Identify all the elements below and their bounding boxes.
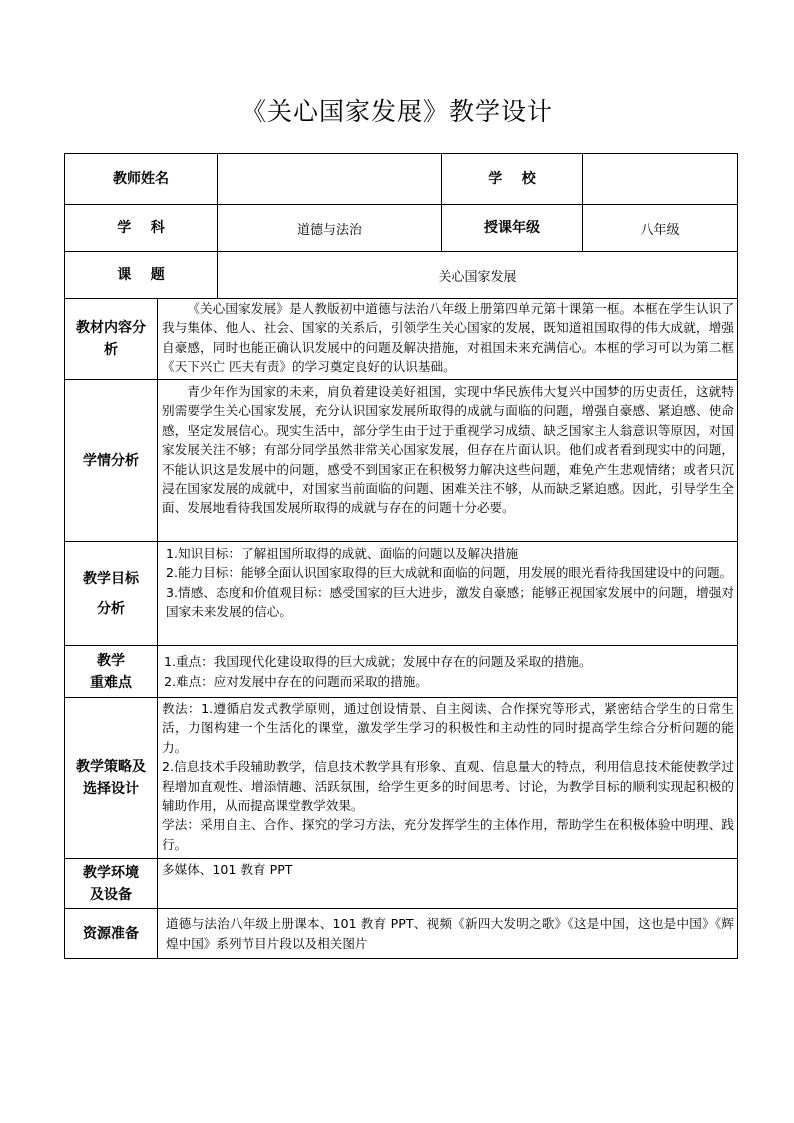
key-points-label [65, 646, 158, 698]
objectives-content [158, 542, 738, 646]
material-content [158, 299, 738, 380]
objective-item: 3.情感、态度和价值观目标：感受国家的巨大进步，激发自豪感；能够正视国家发展中的问题，增强对国家未来发展的信心。 [166, 584, 734, 620]
environment-label-line1: 教学环境 [83, 864, 139, 881]
topic-label: 课 题 [65, 252, 218, 299]
topic-value: 关心国家发展 [218, 252, 738, 299]
objective-item: 2.能力目标：能够全面认识国家取得的巨大成就和面临的问题，用发展的眼光看待我国建设中的问题。 [166, 565, 733, 581]
objectives-label [65, 542, 158, 646]
key-points-label-line2: 重难点 [90, 674, 132, 691]
material-label-text: 教材内容分析 [76, 320, 146, 358]
resources-content [158, 909, 738, 959]
subject-value: 道德与法治 [218, 205, 442, 252]
strategy-content [158, 698, 738, 859]
strategy-row [65, 698, 738, 859]
strategy-label-line2: 选择设计 [83, 781, 139, 797]
objectives-row [65, 542, 738, 646]
learners-content [158, 380, 738, 542]
subject-label: 学 科 [65, 205, 218, 252]
material-label [65, 299, 158, 380]
environment-text: 多媒体、101 教育 PPT [162, 862, 293, 877]
subject-row [65, 205, 738, 252]
strategy-item: 2.信息技术手段辅助教学，信息技术教学具有形象、直观、信息量大的特点，利用信息技术能使教学过程增加直观性、增添情趣、活跃氛围，给学生更多的时间思考、讨论，为教学目标的顺利实现起积极的辅助作用，从而提高课堂教学效果。 [162, 759, 734, 814]
strategy-label [65, 698, 158, 859]
topic-row [65, 252, 738, 299]
teacher-row [65, 154, 738, 205]
grade-value: 八年级 [583, 205, 738, 252]
environment-label-line2: 及设备 [90, 886, 132, 903]
key-points-label-line1: 教学 [97, 652, 125, 669]
grade-label: 授课年级 [442, 205, 583, 252]
school-label: 学 校 [442, 154, 583, 205]
material-row [65, 299, 738, 380]
environment-label [65, 859, 158, 909]
key-point-item: 2.难点：应对发展中存在的问题而采取的措施。 [164, 673, 428, 689]
teacher-name-label: 教师姓名 [65, 154, 218, 205]
material-text: 《关心国家发展》是人教版初中道德与法治八年级上册第四单元第十课第一框。本框在学生认识了我与集体、他人、社会、国家的关系后，引领学生关心国家的发展，既知道祖国取得的伟大成就，增强自豪感，同时也能正确认识发展中的问题及解决措施，对祖国未来充满信心。本框的学习可以为第二框《天下兴亡 匹夫有责》的学习奠定良好的认识基础。 [162, 301, 734, 375]
lesson-plan-table [64, 153, 738, 959]
teacher-name-value [218, 154, 442, 205]
school-value [583, 154, 738, 205]
resources-text: 道德与法治八年级上册课本、101 教育 PPT、视频《新四大发明之歌》《这是中国，这也是中国》《辉煌中国》系列节目片段以及相关图片 [166, 916, 734, 951]
key-point-item: 1.重点：我国现代化建设取得的巨大成就；发展中存在的问题及采取的措施。 [164, 654, 592, 670]
learners-label: 学情分析 [65, 380, 158, 542]
strategy-item: 学法：采用自主、合作、探究的学习方法，充分发挥学生的主体作用，帮助学生在积极体验中明理、践行。 [162, 817, 734, 852]
environment-content [158, 859, 738, 909]
key-points-row [65, 646, 738, 698]
objective-item: 1.知识目标：了解祖国所取得的成就、面临的问题以及解决措施 [166, 546, 519, 561]
strategy-item: 教法：1.遵循启发式教学原则，通过创设情景、自主阅读、合作探究等形式，紧密结合学生的日常生活，力图构建一个生活化的课堂，激发学生学习的积极性和主动性的同时提高学生综合分析问题的能力。 [162, 701, 734, 755]
objectives-label-line2: 分析 [97, 600, 125, 617]
document-title: 《关心国家发展》教学设计 [240, 97, 553, 126]
objectives-label-line1: 教学目标 [83, 570, 139, 587]
learners-row [65, 380, 738, 542]
environment-row [65, 859, 738, 909]
key-points-content [158, 646, 738, 698]
learners-text: 青少年作为国家的未来，肩负着建设美好祖国，实现中华民族伟大复兴中国梦的历史责任，这就特别需要学生关心国家发展，充分认识国家发展所取得的成就与面临的问题，增强自豪感、紧迫感、使命感，坚定发展信心。现实生活中，部分学生由于过于重视学习成绩、缺乏国家主人翁意识等原因，对国家发展关注不够；有部分同学虽然非常关心国家发展，但存在片面认识。他们或者看到现实中的问题，不能认识这是发展中的问题，感受不到国家正在积极努力解决这些问题，难免产生悲观情绪；或者只沉浸在国家发展的成就中，对国家当前面临的问题、困难关注不够，从而缺乏紧迫感。因此，引导学生全面、发展地看待我国发展所取得的成就与存在的问题十分必要。 [162, 384, 734, 516]
resources-row [65, 909, 738, 959]
resources-label: 资源准备 [65, 909, 158, 959]
strategy-label-line1: 教学策略及 [76, 759, 146, 775]
